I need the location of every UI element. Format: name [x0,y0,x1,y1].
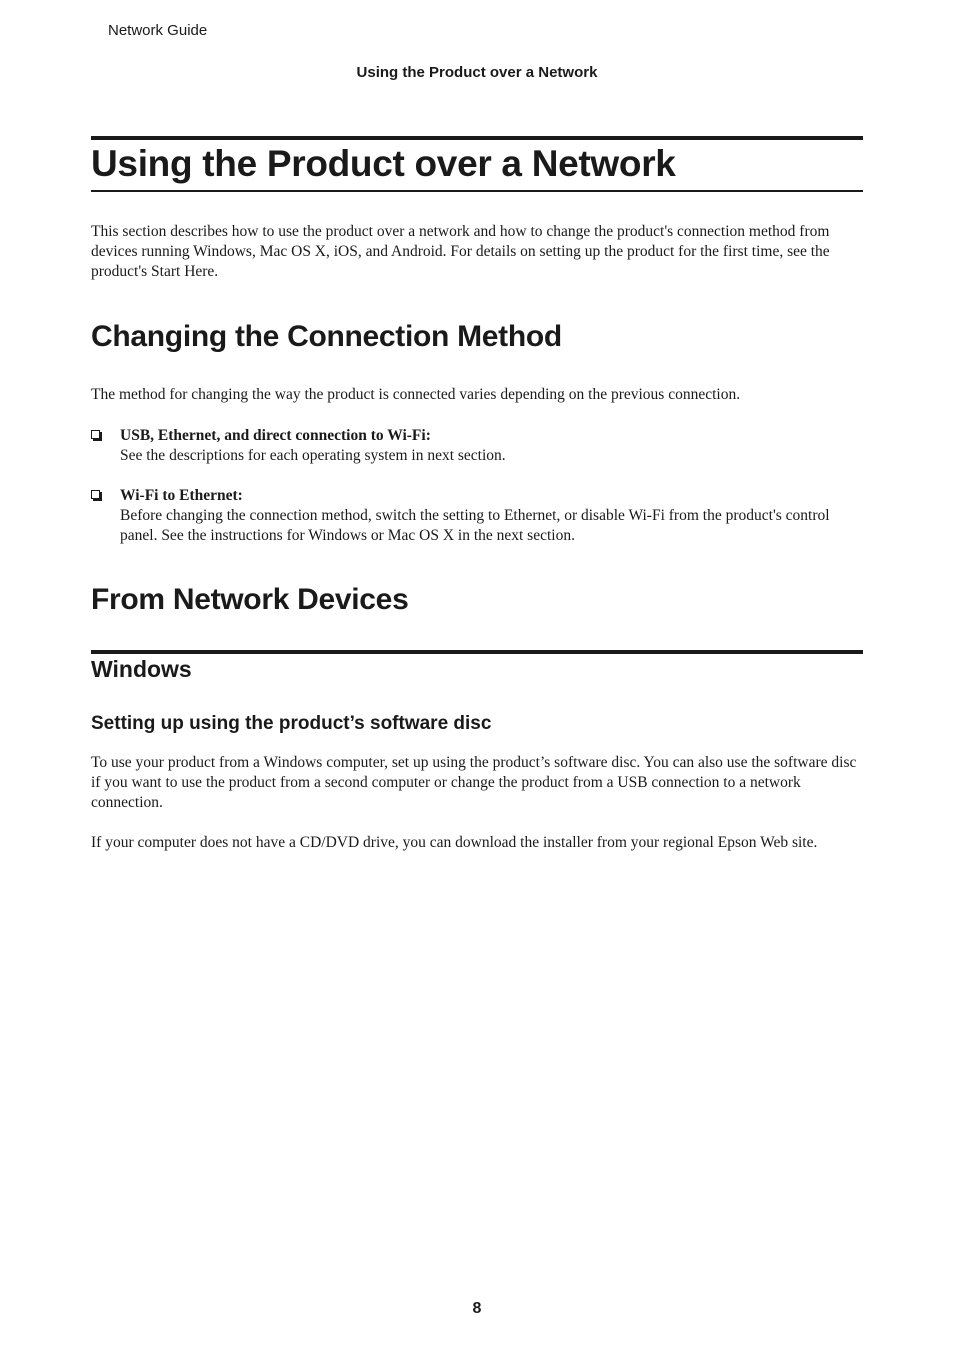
heading-windows: Windows [91,656,192,682]
heading-software-disc: Setting up using the product’s software disc [91,713,492,734]
windows-rule [91,650,863,654]
page-number: 8 [472,1300,482,1317]
changing-intro-paragraph: The method for changing the way the product is connected varies depending on the previous connection. [91,386,741,403]
checkbox-bullet-icon [91,430,100,439]
running-header-section-title: Using the Product over a Network [356,64,598,81]
title-rule-bottom [91,190,863,192]
heading-changing-connection-method: Changing the Connection Method [91,320,562,353]
windows-paragraph-1: To use your product from a Windows computer, set up using the product’s software disc. You can also use the software disc if you want to use the product from a second computer or change the product from a USB connection to a network connection. [91,754,857,811]
list-item-text: Before changing the connection method, switch the setting to Ethernet, or disable Wi-Fi from the product's control panel. See the instructions for Windows or Mac OS X in the next section. [120,507,830,544]
checkbox-bullet-icon [91,490,100,499]
windows-paragraph-2: If your computer does not have a CD/DVD drive, you can download the installer from your regional Epson Web site. [91,834,818,851]
list-item-title: Wi-Fi to Ethernet: [120,487,243,504]
running-header-guide-name: Network Guide [108,22,208,39]
list-item-title: USB, Ethernet, and direct connection to Wi-Fi: [120,427,431,444]
list-item-text: See the descriptions for each operating system in next section. [120,447,506,464]
intro-paragraph: This section describes how to use the product over a network and how to change the product's connection method from devices running Windows, Mac OS X, iOS, and Android. For details on setting up the product for the first time, see the product's Start Here. [91,223,830,280]
title-rule-top [91,136,863,140]
heading-from-network-devices: From Network Devices [91,583,409,616]
page-title: Using the Product over a Network [91,143,676,184]
